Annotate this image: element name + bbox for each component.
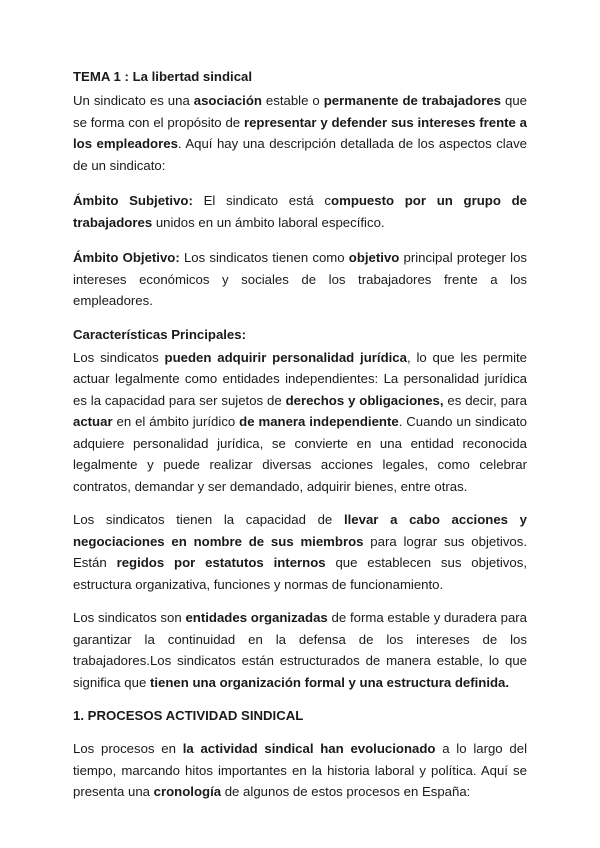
bold-text-run: regidos por estatutos internos (116, 555, 326, 570)
text-run: de forma estable y duradera para garantizar la continuidad en la defensa de los intereses de los trabajadores.Los sindicatos están estructurados de manera estable, lo que significa que (73, 610, 528, 690)
text-run: El sindicato está c (192, 193, 332, 208)
text-run: que se forma con el propósito de (73, 93, 527, 130)
text-run: Los procesos en (73, 741, 183, 756)
text-run: en el ámbito jurídico (112, 414, 240, 429)
text-run: Los sindicatos son (73, 610, 186, 625)
text-run: . Aquí hay una descripción detallada de los aspectos clave de un sindicato: (73, 136, 527, 173)
text-run: a lo largo del tiempo, marcando hitos importantes en la historia laboral y política. Aquí se presenta una (73, 741, 527, 799)
ambito-objetivo-paragraph (73, 247, 527, 312)
text-run: que establecen sus objetivos, estructura organizativa, funciones y normas de funcionamiento. (73, 555, 527, 592)
bold-text-run: pueden adquirir personalidad jurídica (164, 349, 407, 365)
text-run: para lograr sus objetivos. Están (73, 533, 528, 570)
text-run: unidos en un ámbito laboral específico. (152, 214, 385, 230)
bold-text-run: derechos y obligaciones, (285, 392, 444, 408)
text-run: Los sindicatos tienen la capacidad de (73, 512, 344, 527)
text-run: de algunos de estos procesos en España: (221, 784, 471, 799)
bold-text-run: objetivo (348, 250, 400, 265)
text-run: , lo que les permite actuar legalmente como entidades independientes: La personalidad jurídica es la capacidad para ser sujetos de (73, 349, 528, 408)
text-run: . Cuando un sindicato adquiere personalidad jurídica, se convierte en una entidad reconocida legalmente y puede realizar diversas acciones legales, como celebrar contratos, demandar y ser demandado, adquirir bienes, entre otras. (73, 414, 527, 494)
caracteristicas-heading: Características Principales: (73, 326, 246, 342)
caracteristicas-paragraph-1 (73, 347, 527, 498)
bold-text-run: ompuesto por un grupo de trabajadores (73, 193, 527, 230)
bold-text-run: de manera independiente (239, 414, 399, 429)
bold-text-run: cronología (153, 784, 222, 799)
bold-text-run: representar y defender sus intereses frente a los empleadores (73, 114, 527, 151)
intro-paragraph (73, 90, 527, 176)
bold-text-run: llevar a cabo acciones y negociaciones en nombre de sus miembros (73, 512, 528, 549)
text-run: es decir, para (443, 392, 527, 408)
text-run: Los sindicatos tienen como (179, 250, 349, 265)
ambito-subjetivo-paragraph (73, 190, 527, 233)
text-run: principal proteger los intereses económicos y sociales de los trabajadores frente a los empleadores. (73, 250, 527, 308)
bold-text-run: Ámbito Subjetivo: (73, 193, 193, 208)
bold-text-run: Ámbito Objetivo: (73, 250, 180, 265)
bold-text-run: asociación (193, 93, 262, 108)
bold-text-run: la actividad sindical han evolucionado (182, 741, 436, 756)
caracteristicas-paragraph-2 (73, 509, 527, 595)
procesos-paragraph-1 (73, 738, 527, 803)
document-title: TEMA 1 : La libertad sindical (73, 69, 253, 84)
text-run: Un sindicato es una (73, 93, 194, 108)
bold-text-run: tienen una organización formal y una estructura definida. (149, 674, 510, 690)
bold-text-run: permanente de trabajadores (323, 93, 502, 108)
caracteristicas-paragraph-3 (73, 607, 527, 693)
bold-text-run: entidades organizadas (185, 610, 328, 625)
bold-text-run: actuar (73, 414, 113, 429)
text-run: estable o (261, 93, 324, 108)
text-run: Los sindicatos (73, 349, 165, 365)
procesos-heading: 1. PROCESOS ACTIVIDAD SINDICAL (73, 708, 304, 723)
